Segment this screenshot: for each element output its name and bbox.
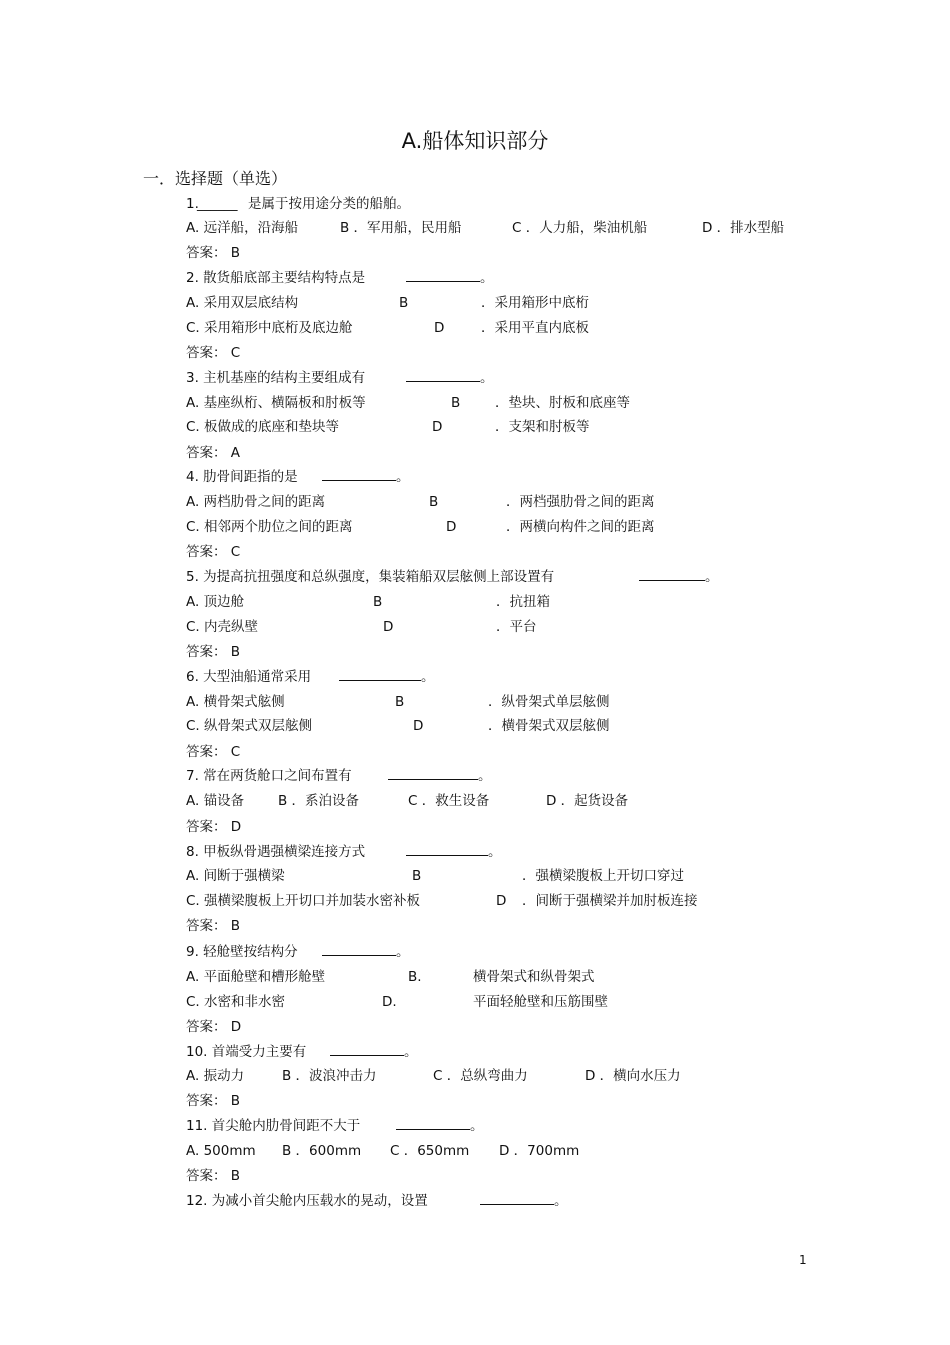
- page-title: A.船体知识部分: [401, 129, 549, 153]
- question-text-after: 。: [488, 844, 502, 860]
- option-b-letter: B: [451, 395, 461, 411]
- answer-line: 答案： B: [186, 1168, 241, 1184]
- option-c: C ．救生设备: [408, 793, 490, 809]
- option-a: A. 锚设备: [186, 793, 245, 809]
- question-text-after: 。: [421, 669, 435, 685]
- answer-blank: [406, 366, 480, 382]
- option-d-text: 平面轻舱壁和压筋围壁: [473, 994, 608, 1010]
- question-text: 11. 首尖舱内肋骨间距不大于: [186, 1118, 361, 1134]
- question-text: 1.: [186, 196, 199, 212]
- option-a: A. 横骨架式舷侧: [186, 694, 285, 710]
- option-b-text: ．两档强肋骨之间的距离: [506, 494, 655, 510]
- answer-blank: [322, 940, 396, 956]
- option-b-letter: B: [373, 594, 383, 610]
- answer-line: 答案： D: [186, 819, 242, 835]
- question-text: 5. 为提高抗扭强度和总纵强度，集装箱船双层舷侧上部设置有: [186, 569, 555, 585]
- option-b-letter: B: [429, 494, 439, 510]
- option-a: A. 基座纵桁、横隔板和肘板等: [186, 395, 366, 411]
- answer-blank: [396, 1114, 470, 1130]
- option-b: B ．系泊设备: [278, 793, 360, 809]
- answer-line: 答案： C: [186, 345, 241, 361]
- option-d-text: ．采用平直内底板: [481, 320, 589, 336]
- option-b: B ．波浪冲击力: [282, 1068, 377, 1084]
- question-text-after: 。: [478, 768, 492, 784]
- question-text-after: 。: [396, 944, 410, 960]
- option-d-text: ．间断于强横梁并加肘板连接: [522, 893, 698, 909]
- option-b-text: ．采用箱形中底桁: [481, 295, 589, 311]
- option-a: A. 间断于强横梁: [186, 868, 285, 884]
- answer-blank: [639, 565, 705, 581]
- answer-line: 答案： B: [186, 245, 241, 261]
- question-text: 3. 主机基座的结构主要组成有: [186, 370, 366, 386]
- option-c: C ．人力船，柴油机船: [512, 220, 648, 236]
- question-text-after: 。: [396, 469, 410, 485]
- question-text-after: 。: [470, 1118, 484, 1134]
- option-b: B ．600mm: [282, 1143, 362, 1159]
- question-text: 9. 轻舱壁按结构分: [186, 944, 298, 960]
- option-b-letter: B: [395, 694, 405, 710]
- page-number: 1: [799, 1253, 807, 1267]
- answer-line: 答案： B: [186, 644, 241, 660]
- option-c: C. 强横梁腹板上开切口并加装水密补板: [186, 893, 421, 909]
- option-d-text: ．两横向构件之间的距离: [506, 519, 655, 535]
- answer-line: 答案： B: [186, 1093, 241, 1109]
- option-b-letter: B: [412, 868, 422, 884]
- answer-blank: [322, 465, 396, 481]
- answer-blank: ______: [197, 196, 238, 212]
- option-c: C. 相邻两个肋位之间的距离: [186, 519, 353, 535]
- question-text-after: 。: [554, 1193, 568, 1209]
- option-d: D ．700mm: [499, 1143, 580, 1159]
- option-a: A. 远洋船，沿海船: [186, 220, 299, 236]
- option-b: B ．军用船，民用船: [340, 220, 462, 236]
- option-a: A. 采用双层底结构: [186, 295, 299, 311]
- option-c: C. 纵骨架式双层舷侧: [186, 718, 313, 734]
- answer-blank: [406, 266, 480, 282]
- answer-line: 答案： D: [186, 1019, 242, 1035]
- answer-line: 答案： C: [186, 744, 241, 760]
- question-text: 7. 常在两货舱口之间布置有: [186, 768, 352, 784]
- option-a: A. 振动力: [186, 1068, 245, 1084]
- answer-blank: [339, 665, 421, 681]
- option-c: C. 内壳纵壁: [186, 619, 259, 635]
- question-text-after: 是属于按用途分类的船舶。: [248, 196, 410, 212]
- answer-line: 答案： B: [186, 918, 241, 934]
- option-d: D ．起货设备: [546, 793, 629, 809]
- question-text-after: 。: [480, 370, 494, 386]
- question-text: 6. 大型油船通常采用: [186, 669, 312, 685]
- question-text-after: 。: [480, 270, 494, 286]
- option-a: A. 顶边舱: [186, 594, 245, 610]
- option-b-text: ．抗扭箱: [496, 594, 550, 610]
- option-c: C ．650mm: [390, 1143, 470, 1159]
- option-c: C. 水密和非水密: [186, 994, 286, 1010]
- option-d-letter: D: [446, 519, 457, 535]
- section-heading: 一．选择题（单选）: [143, 169, 288, 188]
- question-text: 10. 首端受力主要有: [186, 1044, 307, 1060]
- question-text-after: 。: [705, 569, 719, 585]
- question-text-after: 。: [404, 1044, 418, 1060]
- option-c: C. 采用箱形中底桁及底边舱: [186, 320, 353, 336]
- answer-blank: [388, 764, 478, 780]
- option-c: C ．总纵弯曲力: [433, 1068, 528, 1084]
- option-d-letter: D.: [382, 994, 397, 1010]
- option-a: A. 两档肋骨之间的距离: [186, 494, 326, 510]
- option-b-letter: B: [399, 295, 409, 311]
- answer-blank: [330, 1040, 404, 1056]
- option-c: C. 板做成的底座和垫块等: [186, 419, 340, 435]
- option-d: D ．排水型船: [702, 220, 785, 236]
- question-text: 8. 甲板纵骨遇强横梁连接方式: [186, 844, 366, 860]
- option-b-text: 横骨架式和纵骨架式: [473, 969, 595, 985]
- option-b-text: ．纵骨架式单层舷侧: [488, 694, 610, 710]
- option-d-letter: D: [383, 619, 394, 635]
- option-d-letter: D: [432, 419, 443, 435]
- option-d-letter: D: [434, 320, 445, 336]
- question-text: 4. 肋骨间距指的是: [186, 469, 298, 485]
- answer-line: 答案： C: [186, 544, 241, 560]
- option-b-text: ．强横梁腹板上开切口穿过: [522, 868, 684, 884]
- option-d-text: ．横骨架式双层舷侧: [488, 718, 610, 734]
- option-d-letter: D: [496, 893, 507, 909]
- option-d-text: ．平台: [496, 619, 537, 635]
- option-b-letter: B.: [408, 969, 422, 985]
- answer-blank: [406, 840, 488, 856]
- answer-line: 答案： A: [186, 445, 241, 461]
- option-d-text: ．支架和肘板等: [495, 419, 590, 435]
- option-a: A. 平面舱壁和槽形舱壁: [186, 969, 326, 985]
- answer-blank: [480, 1189, 554, 1205]
- question-text: 2. 散货船底部主要结构特点是: [186, 270, 366, 286]
- question-text: 12. 为减小首尖舱内压载水的晃动，设置: [186, 1193, 428, 1209]
- option-d: D ．横向水压力: [585, 1068, 681, 1084]
- option-b-text: ．垫块、肘板和底座等: [495, 395, 630, 411]
- option-d-letter: D: [413, 718, 424, 734]
- option-a: A. 500mm: [186, 1143, 256, 1159]
